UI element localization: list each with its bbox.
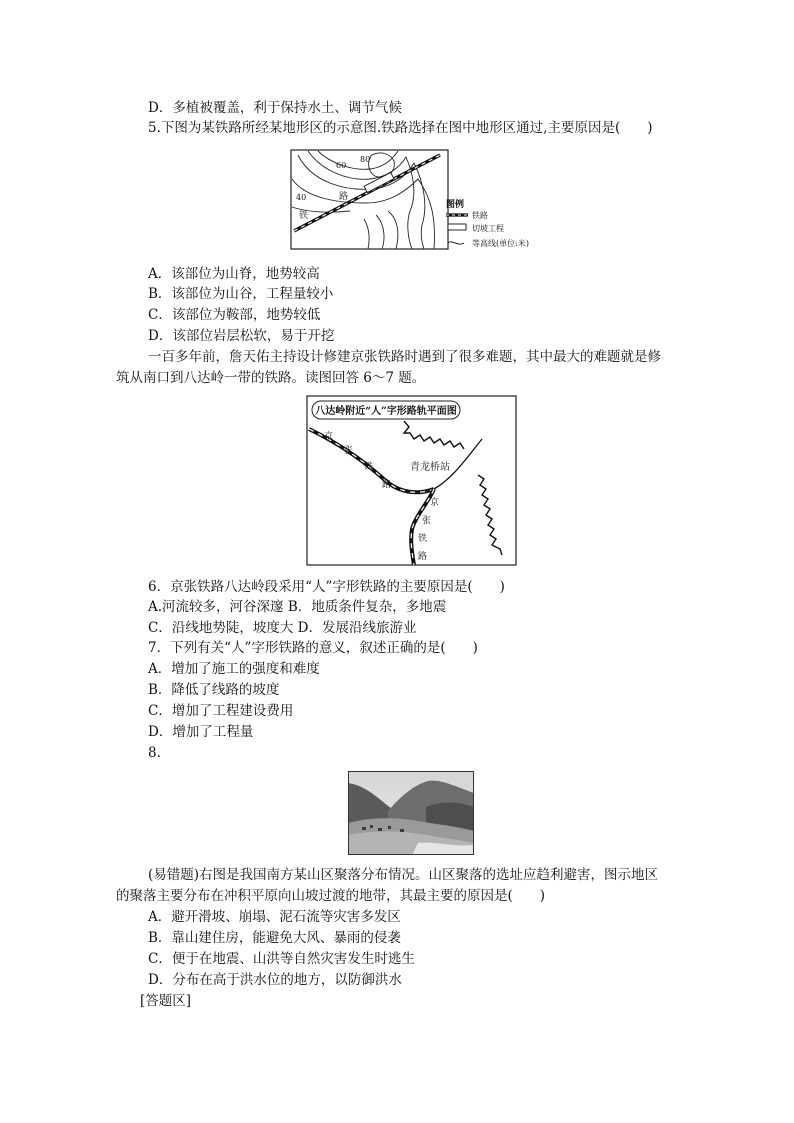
contour-label-40: 40	[296, 193, 307, 202]
q8-stem-line-1: (易错题)右图是我国南方某山区聚落分布情况。山区聚落的选址应趋利避害，图示地区	[148, 867, 659, 883]
map-title: 八达岭附近“人”字形路轨平面图	[315, 406, 457, 417]
q7-stem: 7．下列有关“人”字形铁路的意义，叙述正确的是( )	[148, 640, 478, 656]
q5-contour-map	[290, 149, 450, 255]
legend-title: 图例	[446, 200, 465, 210]
legend-item-contour: 等高线(单位:米)	[472, 239, 529, 248]
q8-option-a: A．避开滑坡、崩塌、泥石流等灾害多发区	[148, 909, 401, 925]
contour-label-60: 60	[336, 161, 347, 170]
q5-legend	[444, 196, 544, 254]
right-char-4: 路	[418, 552, 428, 562]
right-char-1: 京	[430, 498, 440, 508]
rail-char-tie: 铁	[299, 211, 309, 221]
mountain-settlement-photo	[348, 771, 474, 859]
contour-label-80: 80	[360, 155, 371, 164]
q5-option-d: D．该部位岩层松软，易于开挖	[148, 328, 335, 344]
answer-area-label: [答题区]	[140, 993, 192, 1009]
left-char-3: 铁	[364, 462, 374, 472]
q5-option-b: B．该部位为山谷，工程量较小	[148, 286, 334, 302]
q8-stem-line-2: 的聚落主要分布在冲积平原向山坡过渡的地带，其最主要的原因是( )	[116, 888, 546, 904]
q7-option-d: D．增加了工程量	[148, 724, 254, 740]
q6-stem: 6．京张铁路八达岭段采用“人”字形铁路的主要原因是( )	[148, 579, 505, 595]
legend-item-railway: 铁路	[472, 211, 488, 220]
right-char-2: 张	[422, 516, 432, 526]
rail-char-lu: 路	[339, 192, 349, 202]
herringbone-railway-map	[306, 395, 518, 571]
right-char-3: 铁	[418, 534, 428, 544]
q5-option-c: C．该部位为鞍部，地势较低	[148, 307, 321, 323]
q7-option-c: C．增加了工程建设费用	[148, 703, 294, 719]
passage-line-2: 筑从南口到八达岭一带的铁路。读图回答 6～7 题。	[116, 370, 426, 386]
q6-options-ab: A.河流较多，河谷深邃 B．地质条件复杂，多地震	[148, 599, 447, 615]
passage-line-1: 一百多年前，詹天佑主持设计修建京张铁路时遇到了很多难题，其中最大的难题就是修	[148, 349, 661, 365]
left-char-1: 京	[324, 432, 334, 442]
left-char-4: 路	[382, 480, 392, 490]
station-label: 青龙桥站	[410, 462, 450, 473]
q4-option-d: D．多植被覆盖，利于保持水土、调节气候	[148, 100, 402, 116]
q8-option-b: B．靠山建住房，能避免大风、暴雨的侵袭	[148, 930, 401, 946]
left-char-2: 张	[344, 446, 354, 456]
legend-item-cut-slope: 切坡工程	[472, 224, 504, 233]
q8-number: 8.	[148, 745, 161, 761]
q7-option-a: A．增加了施工的强度和难度	[148, 661, 320, 677]
q5-option-a: A．该部位为山脊，地势较高	[148, 266, 320, 282]
q6-options-cd: C．沿线地势陡，坡度大 D．发展沿线旅游业	[148, 620, 417, 636]
q5-stem: 5.下图为某铁路所经某地形区的示意图.铁路选择在图中地形区通过,主要原因是( )	[148, 120, 653, 136]
q7-option-b: B．降低了线路的坡度	[148, 682, 280, 698]
q8-option-d: D．分布在高于洪水位的地方，以防御洪水	[148, 972, 402, 988]
q8-option-c: C．便于在地震、山洪等自然灾害发生时逃生	[148, 951, 415, 967]
